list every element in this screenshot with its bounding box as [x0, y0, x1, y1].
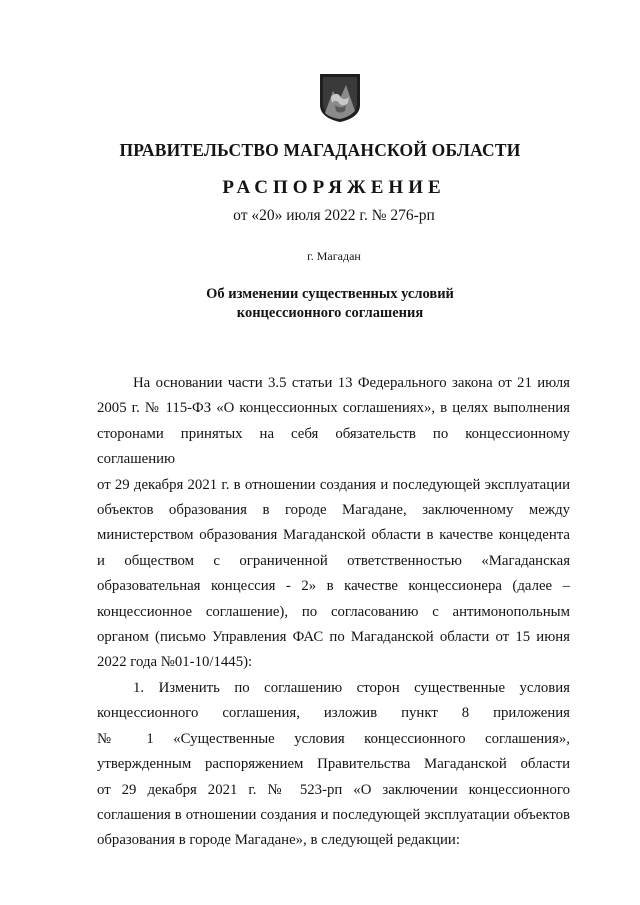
paragraph-line: 1. Изменить по соглашению сторон существенные условия — [133, 679, 570, 696]
paragraph-line: от 29 декабря 2021 г. № 523-рп «О заключении концессионного — [97, 781, 570, 798]
paragraph-line: сторонами принятых на себя обязательств по концессионному соглашению — [97, 425, 570, 468]
document-body — [97, 371, 570, 854]
paragraph-line: соглашения в отношении создания и последующей эксплуатации объектов — [97, 806, 570, 823]
paragraph-line: образования в городе Магадане», в следующей редакции: — [97, 832, 460, 849]
paragraph-line: министерством образования Магаданской области в качестве концедента — [97, 527, 570, 544]
paragraph-line: утвержденным распоряжением Правительства Магаданской области — [97, 756, 570, 773]
paragraph-line: образовательная концессия - 2» в качестве концессионера (далее – — [97, 578, 570, 595]
paragraph-line: объектов образования в городе Магадане, заключенному между — [97, 502, 570, 519]
paragraph-line: органом (письмо Управления ФАС по Магаданской области от 15 июня — [97, 629, 570, 646]
paragraph-line: 2005 г. № 115-ФЗ «О концессионных соглашениях», в целях выполнения — [97, 400, 570, 417]
document-date-number: от «20» июля 2022 г. № 276-рп — [233, 207, 435, 224]
paragraph-line: и обществом с ограниченной ответственностью «Магаданская — [97, 552, 570, 569]
paragraph-line: концессионного соглашения, изложив пункт 8 приложения — [97, 705, 570, 722]
coat-of-arms-icon — [319, 73, 361, 123]
paragraph-line: № 1 «Существенные условия концессионного соглашения», — [97, 730, 570, 747]
subject-line: концессионного соглашения — [236, 305, 424, 321]
paragraph-line: от 29 декабря 2021 г. в отношении создания и последующей эксплуатации — [97, 476, 570, 493]
document-type-heading: РАСПОРЯЖЕНИЕ — [222, 177, 446, 198]
paragraph-line: концессионное соглашение), по согласованию с антимонопольным — [97, 603, 570, 620]
document-city: г. Магадан — [307, 249, 361, 263]
paragraph-line: На основании части 3.5 статьи 13 Федерального закона от 21 июля — [133, 375, 570, 391]
government-title: ПРАВИТЕЛЬСТВО МАГАДАНСКОЙ ОБЛАСТИ — [119, 140, 521, 160]
paragraph-line: 2022 года №01-10/1445): — [97, 654, 253, 671]
subject-line: Об изменении существенных условий — [206, 286, 454, 302]
document-subject — [0, 285, 640, 323]
